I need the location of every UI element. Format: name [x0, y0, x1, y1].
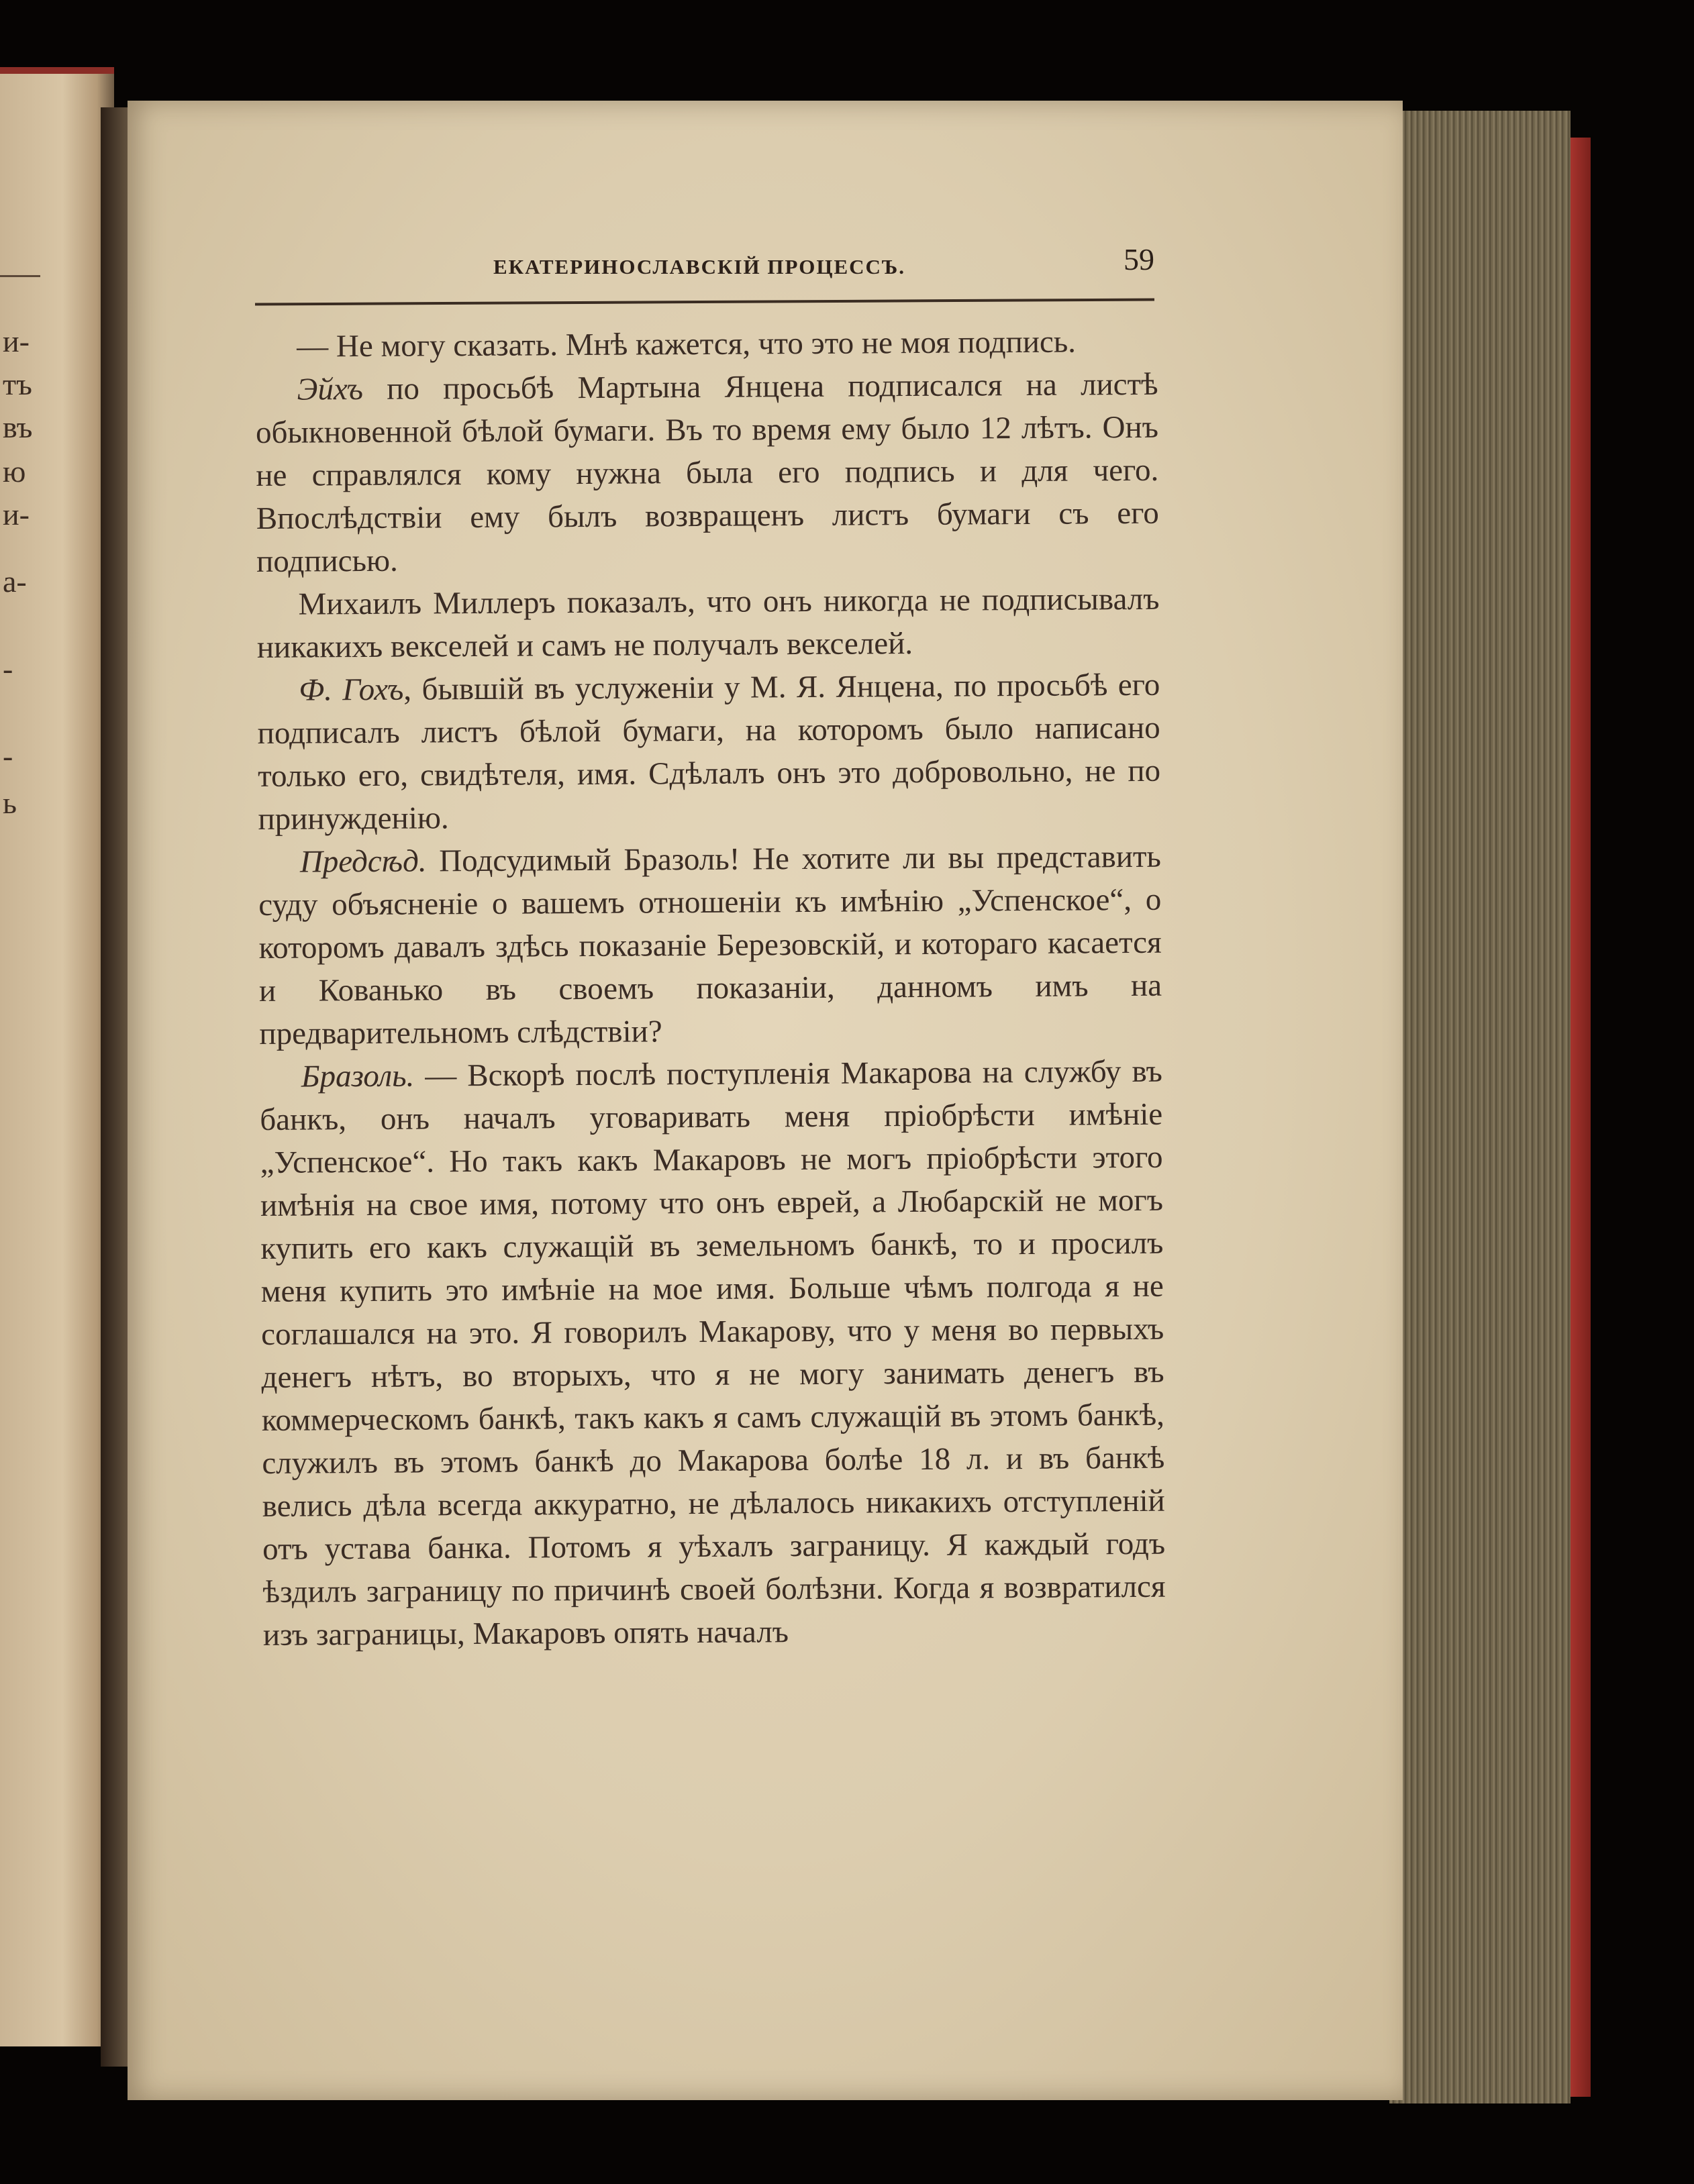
paragraph	[260, 1050, 1166, 1657]
paragraph-text: Подсудимый Бразоль! Не хотите ли вы представить суду объясненіе о вашемъ отношеніи къ имѣнію „Успенское“, о которомъ давалъ здѣсь показаніе Березовскій, и котораго касается и Кованько въ своемъ показаніи, данномъ имъ на предварительномъ слѣдствіи?	[258, 839, 1162, 1051]
previous-page-fragment: а-	[3, 564, 27, 599]
paragraph	[256, 578, 1160, 669]
previous-page-rule	[0, 275, 40, 277]
running-header	[128, 242, 1154, 295]
previous-page-edge	[0, 67, 114, 2046]
book-page-block	[1389, 111, 1571, 2103]
paragraph-text: , бывшій въ услуженіи у М. Я. Янцена, по просьбѣ его подписалъ листъ бѣлой бумаги, на которомъ было написано только его, свидѣтеля, имя. Сдѣлалъ онъ это добровольно, не по принужденію.	[257, 667, 1161, 837]
paragraph	[258, 835, 1162, 1055]
previous-page-fragment: ь	[3, 786, 17, 820]
previous-page-fragment: въ	[3, 410, 33, 444]
paragraph-text: — Вскорѣ послѣ поступленія Макарова на службу въ банкъ, онъ началъ уговаривать меня пріобрѣсти имѣніе „Успенское“. Но такъ какъ Макаровъ не могъ пріобрѣсти этого имѣнія на свое имя, потому что онъ еврей, а Любарскій не могъ купить его какъ служащій въ земельномъ банкѣ, то и просилъ меня купить это имѣніе на мое имя. Больше чѣмъ полгода я не соглашался на это. Я говорилъ Макарову, что у меня во первыхъ денегъ нѣтъ, во вторыхъ, что я не могу занимать денегъ въ коммерческомъ банкѣ, такъ какъ я самъ служащій въ этомъ банкѣ, служилъ въ этомъ банкѣ до Макарова болѣе 18 л. и въ банкѣ велись дѣла всегда аккуратно, не дѣлалось никакихъ отступленій отъ устава банка. Потомъ я уѣхалъ заграницу. Я каждый годъ ѣздилъ заграницу по причинѣ своей болѣзни. Когда я возвратился изъ заграницы, Макаровъ опять началъ	[260, 1053, 1166, 1653]
previous-page-fragment: ю	[3, 454, 26, 488]
previous-page-fragment: и-	[3, 497, 30, 531]
previous-page-fragment: -	[3, 739, 13, 773]
paragraph	[255, 320, 1158, 368]
body-text	[255, 320, 1166, 1657]
page-number: 59	[1124, 242, 1154, 276]
paragraph-text: Михаилъ Миллеръ показалъ, что онъ никогда не подписывалъ никакихъ векселей и самъ не получалъ векселей.	[256, 581, 1160, 665]
speaker-name: Эйхъ	[297, 372, 364, 407]
previous-page-fragment: и-	[3, 324, 30, 358]
running-title: ЕКАТЕРИНОСЛАВСКІЙ ПРОЦЕССЪ.	[493, 255, 905, 278]
speaker-name: Бразоль.	[301, 1058, 415, 1094]
paragraph-text: по просьбѣ Мартына Янцена подписался на листѣ обыкновенной бѣлой бумаги. Въ то время ему было 12 лѣтъ. Онъ не справлялся кому нужна была его подпись и для чего. Впослѣдствіи ему былъ возвращенъ листъ бумаги съ его подписью.	[255, 366, 1159, 579]
previous-page-fragment: -	[3, 652, 13, 686]
previous-page-fragment: тъ	[3, 367, 32, 401]
paragraph	[257, 664, 1161, 841]
speaker-name: Ф. Гохъ	[299, 672, 404, 708]
paragraph-text: — Не могу сказать. Мнѣ кажется, что это не моя подпись.	[297, 324, 1077, 364]
speaker-name: Предсѣд.	[299, 843, 427, 880]
paragraph	[255, 363, 1159, 583]
